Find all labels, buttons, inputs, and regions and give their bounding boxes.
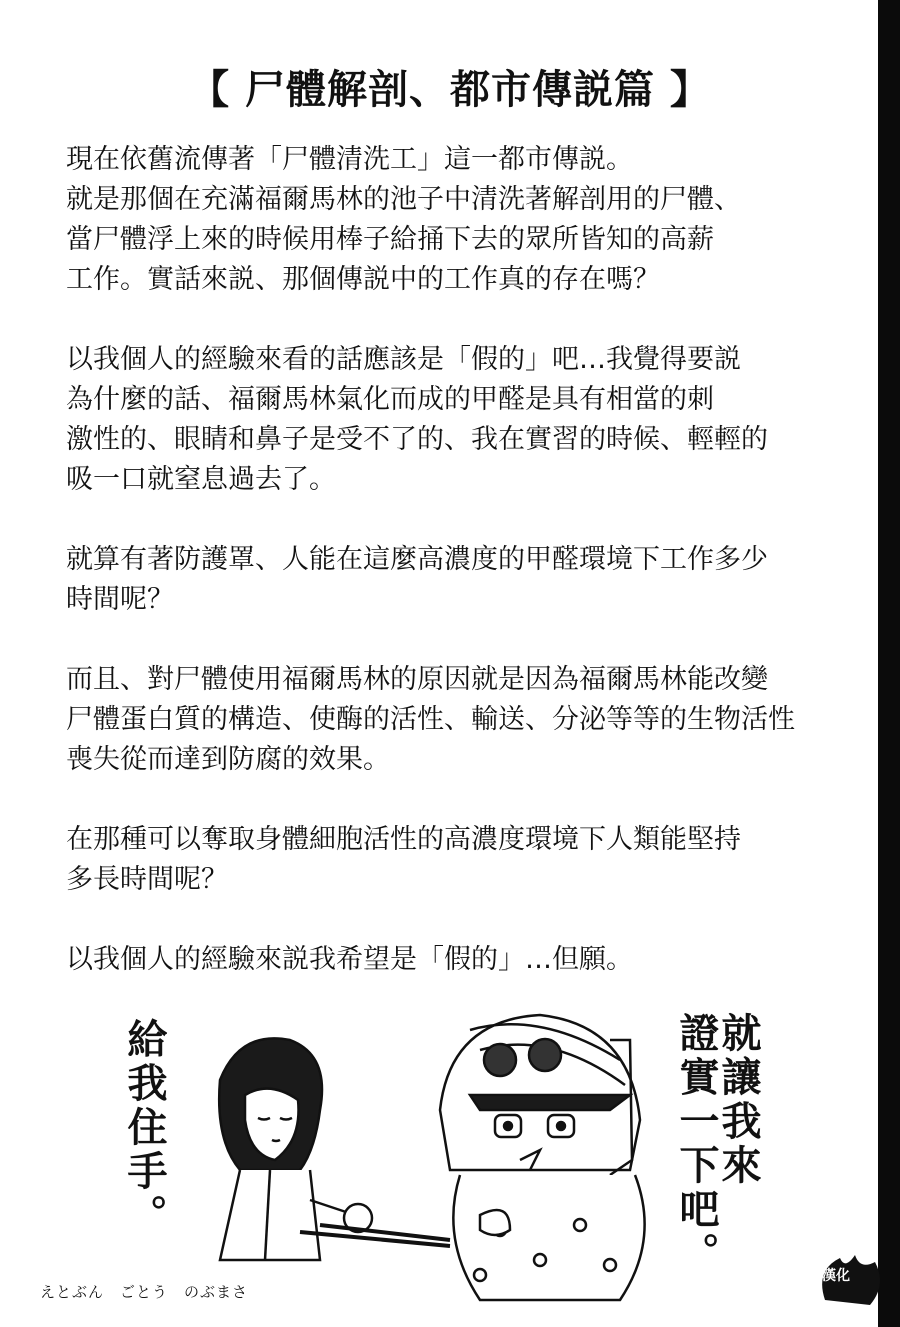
man-character: [440, 1015, 645, 1300]
paragraph-4: 而且、對尸體使用福爾馬林的原因就是因為福爾馬林能改變 尸體蛋白質的構造、使酶的活性、輸送、分泌等等的生物活性 喪失從而達到防腐的效果。: [66, 664, 795, 775]
pole: [320, 1225, 450, 1240]
paragraph-3: 就算有著防護罩、人能在這麼高濃度的甲醛環境下工作多少 時間呢？: [66, 544, 768, 615]
article-body: [66, 140, 826, 1020]
scanlation-logo-text: 漢化: [822, 1268, 850, 1284]
paragraph-1: 現在依舊流傳著「尸體清洗工」這一都市傳説。 就是那個在充滿福爾馬林的池子中清洗著解剖用的尸體、 當尸體浮上來的時候用棒子給捅下去的眾所皆知的高薪 工作。實話來説、那個傳説中的工作真的存在嗎？: [66, 144, 741, 295]
speech-bubble-right-col1: 就讓我來: [715, 1012, 762, 1188]
paragraph-6: 以我個人的經驗來説我希望是「假的」…但願。: [66, 944, 633, 975]
paragraph-5: 在那種可以奪取身體細胞活性的高濃度環境下人類能堅持 多長時間呢？: [66, 824, 741, 895]
author-credit: えとぶん ごとう のぶまさ: [40, 1283, 249, 1301]
speech-bubble-left: 給我住手。: [121, 1018, 168, 1238]
paragraph-2: 以我個人的經驗來看的話應該是「假的」吧…我覺得要説 為什麼的話、福爾馬林氣化而成的甲醛是具有相當的刺 激性的、眼睛和鼻子是受不了的、我在實習的時候、輕輕的 吸一口就窒息過去了。: [66, 344, 768, 495]
manga-illustration: [180, 1000, 700, 1320]
speech-bubble-right-col2: 證實一下吧。: [673, 1012, 720, 1276]
page-edge-bar: [878, 0, 900, 1327]
page-title: 【 尸體解剖、都市傳説篇 】: [189, 67, 711, 113]
